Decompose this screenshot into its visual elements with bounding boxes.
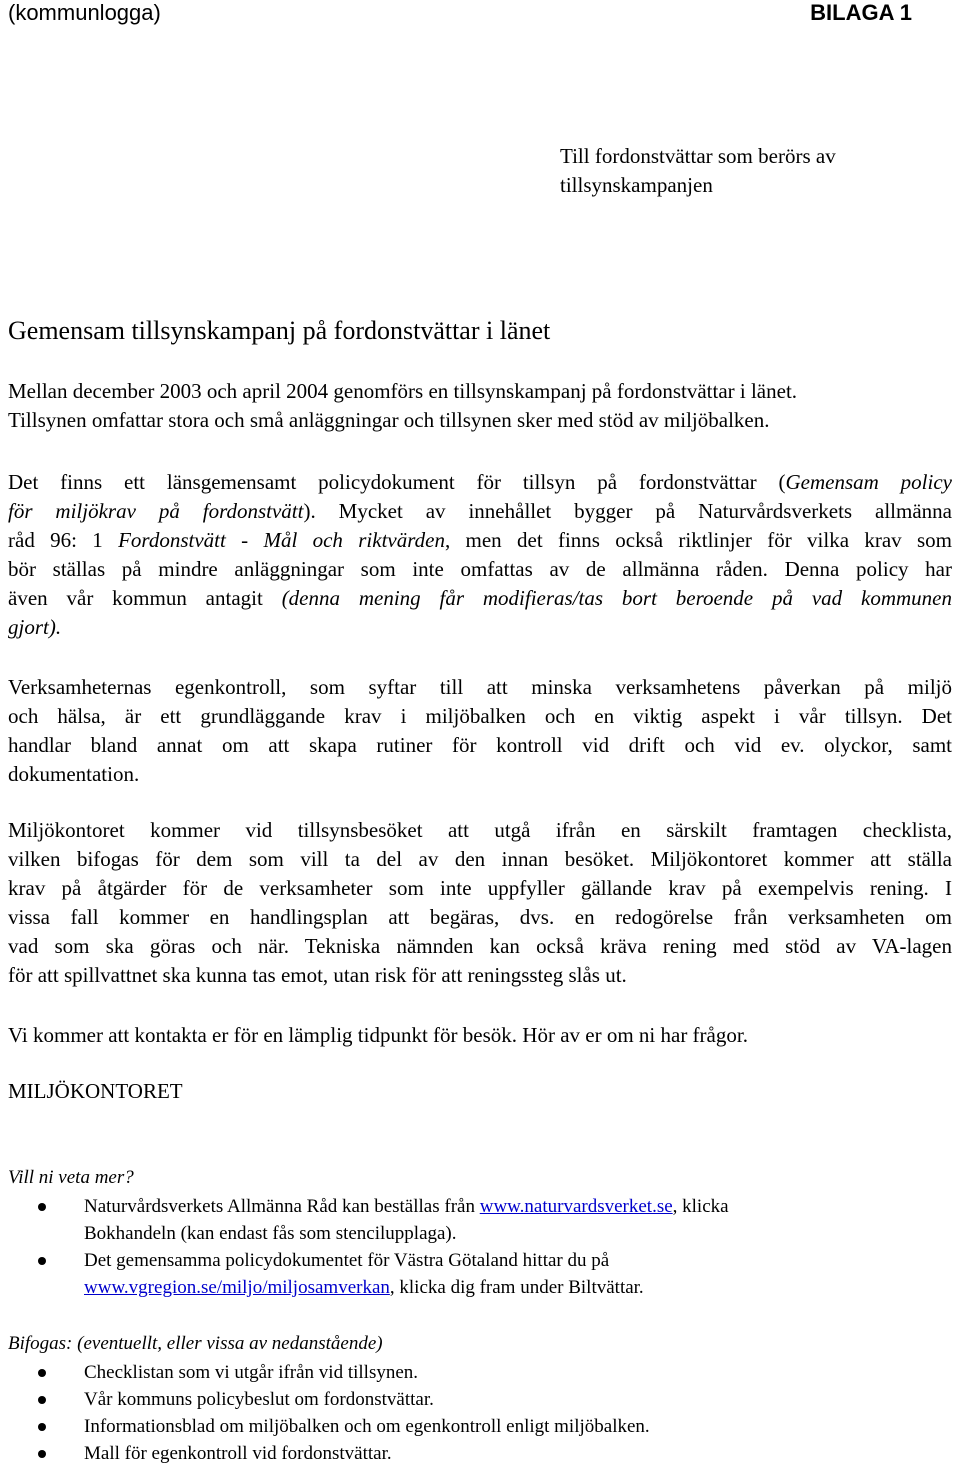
text-line: Tillsynen omfattar stora och små anläggningar och tillsynen sker med stöd av miljöbalken. [8, 408, 770, 432]
text-line: Vi kommer att kontakta er för en lämplig tidpunkt för besök. Hör av er om ni har frågor. [8, 1023, 748, 1047]
recipient-line: Till fordonstvättar som berörs av [560, 144, 836, 168]
attachments-heading: Bifogas: (eventuellt, eller vissa av nedanstående) [8, 1333, 383, 1354]
vgregion-link[interactable]: www.vgregion.se/miljo/miljosamverkan [84, 1277, 390, 1298]
page-header [8, 0, 952, 32]
text-line: råd 96: 1 Fordonstvätt - Mål och riktvärden, men det finns också riktlinjer för vilka krav som [8, 528, 952, 552]
text-line: handlar bland annat om att skapa rutiner för kontroll vid drift och vid ev. olyckor, samt [8, 733, 952, 757]
text-line: Mall för egenkontroll vid fordonstvättar. [84, 1443, 392, 1464]
text-line: Informationsblad om miljöbalken och om egenkontroll enligt miljöbalken. [84, 1416, 650, 1437]
paragraph-contact [8, 1021, 952, 1050]
document-title: Gemensam tillsynskampanj på fordonstvättar i länet [8, 316, 551, 345]
list-item [8, 1440, 952, 1467]
attachments-list [8, 1359, 952, 1467]
text-line: för att spillvattnet ska kunna tas emot, utan risk för att reningssteg slås ut. [8, 963, 627, 987]
text-line: vilken bifogas för dem som vill ta del av den innan besöket. Miljökontoret kommer att ställa [8, 847, 952, 871]
text-line: vad som ska göras och när. Tekniska nämnden kan också kräva rening med stöd av VA-lagen [8, 934, 952, 958]
list-item [8, 1413, 952, 1440]
bullet-icon [38, 1423, 46, 1431]
text-line: vissa fall kommer en handlingsplan att begäras, dvs. en redogörelse från verksamheten om [8, 905, 952, 929]
text-line: Bokhandeln (kan endast fås som stencilupplaga). [84, 1223, 457, 1244]
list-item [8, 1386, 952, 1413]
paragraph-policy [8, 468, 952, 642]
bullet-icon [38, 1257, 46, 1265]
bullet-icon [38, 1369, 46, 1377]
text-line: Det gemensamma policydokumentet för Västra Götaland hittar du på [84, 1250, 610, 1271]
paragraph-inspection [8, 816, 952, 990]
text-line: Naturvårdsverkets Allmänna Råd kan beställas från www.naturvardsverket.se, klicka [84, 1196, 729, 1217]
paragraph-self-control [8, 673, 952, 789]
list-item [8, 1359, 952, 1386]
text-line: bör ställas på mindre anläggningar som inte omfattas av de allmänna råden. Denna policy har [8, 557, 952, 581]
text-line: och hälsa, är ett grundläggande krav i miljöbalken och en viktig aspekt i vår tillsyn. Det [8, 704, 952, 728]
logo-placeholder: (kommunlogga) [8, 0, 161, 25]
more-info-heading: Vill ni veta mer? [8, 1167, 134, 1188]
list-item [8, 1247, 952, 1301]
text-line: Mellan december 2003 och april 2004 genomförs en tillsynskampanj på fordonstvättar i länet. [8, 379, 798, 403]
text-line: www.vgregion.se/miljo/miljosamverkan, klicka dig fram under Biltvättar. [84, 1277, 644, 1298]
recipient-line: tillsynskampanjen [560, 173, 713, 197]
naturvardsverket-link[interactable]: www.naturvardsverket.se [479, 1196, 673, 1217]
bullet-icon [38, 1203, 46, 1211]
text-line: även vår kommun antagit (denna mening får modifieras/tas bort beroende på vad kommunen [8, 586, 952, 610]
recipient-address [560, 142, 836, 200]
text-line: gjort). [8, 615, 62, 639]
text-line: Checklistan som vi utgår ifrån vid tillsynen. [84, 1362, 419, 1383]
text-line: dokumentation. [8, 762, 140, 786]
text-line: Vår kommuns policybeslut om fordonstvättar. [84, 1389, 434, 1410]
paragraph-intro [8, 377, 952, 435]
list-item [8, 1193, 952, 1247]
text-line: Miljökontoret kommer vid tillsynsbesöket att utgå ifrån en särskilt framtagen checklista, [8, 818, 952, 842]
more-info-list [8, 1193, 952, 1301]
text-line: Verksamheternas egenkontroll, som syftar till att minska verksamhetens påverkan på miljö [8, 675, 952, 699]
text-line: för miljökrav på fordonstvätt). Mycket av innehållet bygger på Naturvårdsverkets allmänna [8, 499, 952, 523]
signature: MILJÖKONTORET [8, 1079, 183, 1103]
text-line: Det finns ett länsgemensamt policydokument för tillsyn på fordonstvättar (Gemensam policy [8, 470, 952, 494]
text-line: krav på åtgärder för de verksamheter som inte uppfyller gällande krav på exempelvis rening. I [8, 876, 952, 900]
bullet-icon [38, 1450, 46, 1458]
attachment-label: BILAGA 1 [810, 0, 912, 25]
bullet-icon [38, 1396, 46, 1404]
